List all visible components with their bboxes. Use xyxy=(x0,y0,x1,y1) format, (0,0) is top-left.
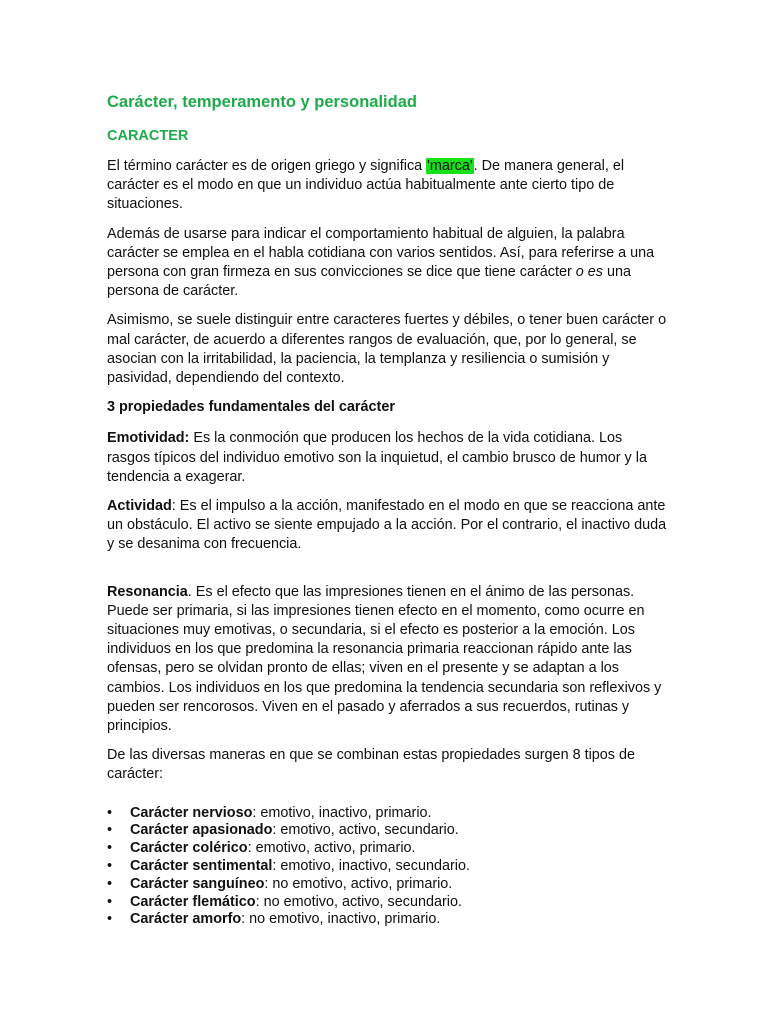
type-name: Carácter amorfo xyxy=(130,911,242,928)
section-heading-caracter: CARACTER xyxy=(107,128,189,144)
bullet-icon: • xyxy=(107,858,113,875)
term-emotividad: Emotividad: xyxy=(107,430,190,447)
bullet-icon: • xyxy=(107,804,113,821)
paragraph-combinations: De las diversas maneras en que se combinan estas propiedades surgen 8 tipos de carácter: xyxy=(107,747,635,783)
type-name: Carácter apasionado xyxy=(130,822,273,839)
type-name: Carácter sanguíneo xyxy=(130,875,265,892)
paragraph-uses xyxy=(107,225,668,302)
type-name: Carácter flemático xyxy=(130,893,256,910)
paragraph-uses-italic: o es xyxy=(575,264,603,281)
paragraph-strong-weak: Asimismo, se suele distinguir entre caracteres fuertes y débiles, o tener buen carácter o mal carácter, de acuerdo a diferentes rangos de evaluación, que, por lo general, se asocian con la irritabilidad, la paciencia, la templanza y resiliencia o sumisión y pasividad, dependiendo del contexto. xyxy=(107,312,667,387)
subheading-properties: 3 propiedades fundamentales del carácter xyxy=(107,399,395,416)
character-types-list xyxy=(107,805,668,930)
type-description: : emotivo, activo, primario. xyxy=(247,840,416,857)
paragraph-uses-after: una persona de carácter. xyxy=(107,264,631,300)
intro-text-after: . De manera general, el carácter es el modo en que un individuo actúa habitualmente ante cierto tipo de situaciones. xyxy=(107,158,625,213)
spacer xyxy=(107,565,668,583)
list-item xyxy=(107,876,668,894)
type-description: : no emotivo, activo, secundario. xyxy=(255,893,462,910)
bullet-icon: • xyxy=(107,893,113,910)
bullet-icon: • xyxy=(107,840,113,857)
bullet-icon: • xyxy=(107,822,113,839)
bullet-icon: • xyxy=(107,875,113,892)
list-item xyxy=(107,911,668,929)
definition-emotividad: Es la conmoción que producen los hechos de la vida cotidiana. Los rasgos típicos del individuo emotivo son la inquietud, el cambio brusco de humor y la tendencia a exagerar. xyxy=(107,430,647,485)
type-description: : no emotivo, inactivo, primario. xyxy=(241,911,441,928)
type-description: : emotivo, inactivo, secundario. xyxy=(272,858,470,875)
paragraph-uses-before: Además de usarse para indicar el comportamiento habitual de alguien, la palabra carácter se emplea en el habla cotidiana con varios sentidos. Así, para referirse a una persona con gran firmeza en sus convicciones se dice que tiene carácter xyxy=(107,225,655,281)
list-item xyxy=(107,822,668,840)
list-item xyxy=(107,858,668,876)
document-title: Carácter, temperamento y personalidad xyxy=(107,93,417,111)
bullet-icon: • xyxy=(107,911,113,928)
type-name: Carácter colérico xyxy=(130,840,248,857)
intro-text-before: El término carácter es de origen griego y significa xyxy=(107,158,427,174)
type-name: Carácter nervioso xyxy=(130,804,253,821)
list-item xyxy=(107,805,668,823)
type-description: : emotivo, inactivo, primario. xyxy=(252,804,432,821)
list-item xyxy=(107,840,668,858)
term-actividad: Actividad xyxy=(107,498,172,515)
type-description: : emotivo, activo, secundario. xyxy=(272,822,459,839)
list-item xyxy=(107,894,668,912)
property-actividad xyxy=(107,497,668,555)
term-resonancia: Resonancia xyxy=(107,583,188,600)
type-description: : no emotivo, activo, primario. xyxy=(264,875,453,892)
type-name: Carácter sentimental xyxy=(130,858,273,875)
intro-paragraph xyxy=(107,157,668,215)
highlighted-word-marca: 'marca' xyxy=(427,158,473,174)
property-emotividad xyxy=(107,429,668,487)
definition-actividad: : Es el impulso a la acción, manifestado en el modo en que se reacciona ante un obstáculo. El activo se siente empujado a la acción. Por el contrario, el inactivo duda y se desanima con frecuencia. xyxy=(107,498,667,553)
property-resonancia xyxy=(107,583,668,737)
definition-resonancia: . Es el efecto que las impresiones tienen en el ánimo de las personas. Puede ser primaria, si las impresiones tienen efecto en el momento, como ocurre en situaciones muy emotivas, o secundaria, si el efecto es posterior a la emoción. Los individuos en los que predomina la resonancia primaria reaccionan rápido ante las ofensas, pero se olvidan pronto de ellas; viven en el presente y se adaptan a los cambios. Los individuos en los que predomina la tendencia secundaria son reflexivos y pueden ser rencorosos. Viven en el pasado y aferrados a sus recuerdos, rutinas y principios. xyxy=(107,583,662,735)
